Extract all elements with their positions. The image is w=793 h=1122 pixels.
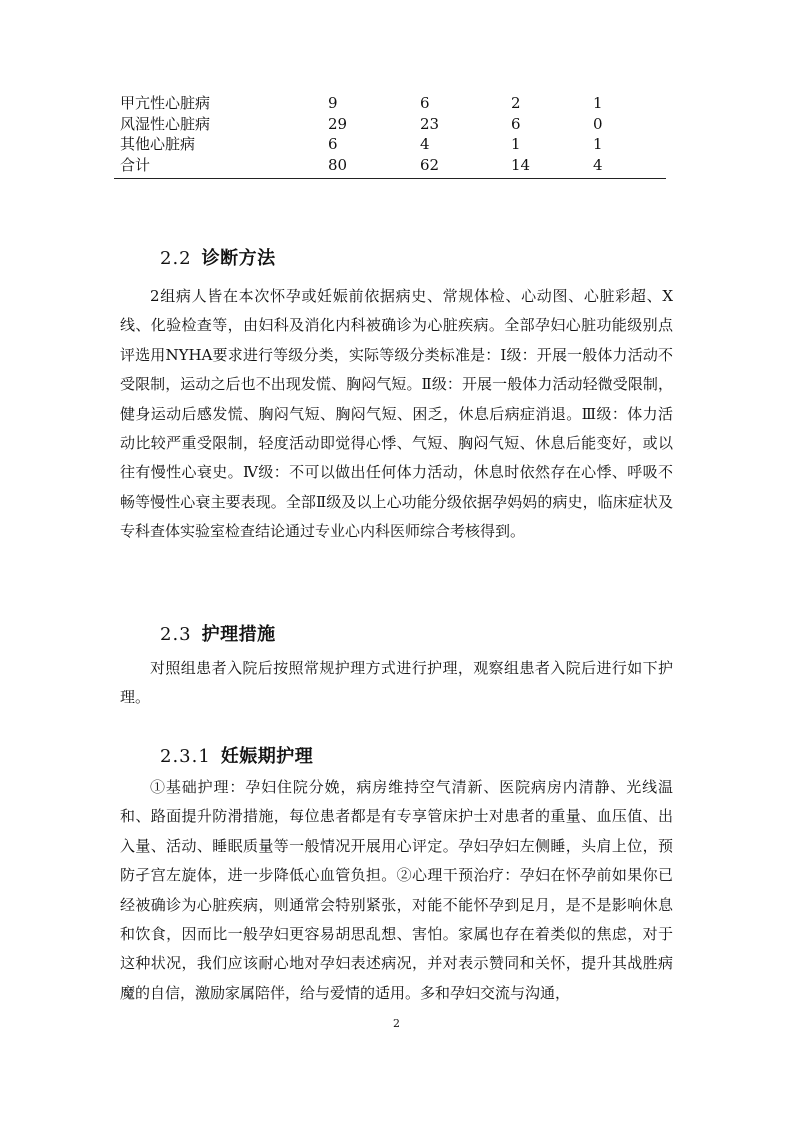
- section-number: 2.3: [160, 624, 192, 645]
- section-title: 护理措施: [201, 624, 276, 645]
- table-cell: 23: [420, 114, 440, 133]
- table-cell: 9: [328, 94, 338, 112]
- table-cell: 6: [328, 135, 338, 153]
- table-row: [120, 134, 666, 155]
- table-cell: 4: [420, 135, 430, 153]
- section-title: 妊娠期护理: [220, 746, 314, 767]
- table-cell-category: 其他心脏病: [120, 135, 196, 153]
- section-title: 诊断方法: [201, 248, 276, 269]
- table-row: [120, 114, 666, 135]
- table-row: [120, 93, 666, 114]
- section-heading-2-3: [160, 620, 276, 646]
- table-cell: 1: [593, 135, 603, 153]
- section-body-2-3-1: ①基础护理：孕妇住院分娩，病房维持空气清新、医院病房内清静、光线温和、路面提升防滑措施，每位患者都是有专享管床护士对患者的重量、血压值、出入量、活动、睡眠质量等一般情况开展用心评定。孕妇孕妇左侧睡，头肩上位，预防孑宫左旋体，进一步降低心血管负担。②心理干预治疗：孕妇在怀孕前如果你已经被确诊为心脏疾病，则通常会特别紧张，对能不能怀孕到足月，是不是影响休息和饮食，因而比一般孕妇更容易胡思乱想、害怕。家属也存在着类似的焦虑，对于这种状况，我们应该耐心地对孕妇表述病况，并对表示赞同和关怀，提升其战胜病魔的自信，激励家属陪伴，给与爱情的适用。多和孕妇交流与沟通，: [120, 778, 673, 1002]
- table-cell: 6: [420, 94, 430, 112]
- table-cell-category: 甲亢性心脏病: [120, 94, 211, 112]
- section-heading-2-2: [160, 244, 276, 270]
- table-cell: 6: [511, 114, 521, 133]
- table-row-total: [120, 155, 666, 176]
- section-number: 2.3.1: [160, 746, 211, 767]
- page-number: 2: [393, 1017, 400, 1030]
- section-number: 2.2: [160, 248, 192, 269]
- table-cell: 4: [593, 155, 603, 174]
- table-cell: 1: [593, 94, 603, 112]
- section-body-2-3: 对照组患者入院后按照常规护理方式进行护理，观察组患者入院后进行如下护理。: [120, 659, 673, 707]
- table-cell: 2: [511, 94, 521, 112]
- table-cell-category: 合计: [120, 155, 151, 174]
- table-cell-category: 风湿性心脏病: [120, 114, 211, 133]
- table-cell: 62: [420, 155, 440, 174]
- table-cell: 1: [511, 135, 521, 153]
- section-body-2-2: 2组病人皆在本次怀孕或妊娠前依据病史、常规体检、心动图、心脏彩超、X线、化验检查等，由妇科及消化内科被确诊为心脏疾病。全部孕妇心脏功能级别点评选用NYHA要求进行等级分类，实际等级分类标准是：Ⅰ级：开展一般体力活动不受限制，运动之后也不出现发慌、胸闷气短。Ⅱ级：开展一般体力活动轻微受限制，健身运动后感发慌、胸闷气短、胸闷气短、困乏，休息后病症消退。Ⅲ级：体力活动比较严重受限制，轻度活动即觉得心悸、气短、胸闷气短、休息后能变好，或以往有慢性心衰史。Ⅳ级：不可以做出任何体力活动，休息时依然存在心悸、呼吸不畅等慢性心衰主要表现。全部Ⅱ级及以上心功能分级依据孕妈妈的病史，临床症状及专科查体实验室检查结论通过专业心内科医师综合考核得到。: [120, 287, 673, 541]
- section-heading-2-3-1: [160, 742, 313, 768]
- table-cell: 0: [593, 114, 603, 133]
- data-table: [120, 93, 666, 175]
- table-cell: 80: [328, 155, 348, 174]
- table-cell: 29: [328, 114, 348, 133]
- table-bottom-rule: [114, 178, 666, 179]
- table-cell: 14: [511, 155, 531, 174]
